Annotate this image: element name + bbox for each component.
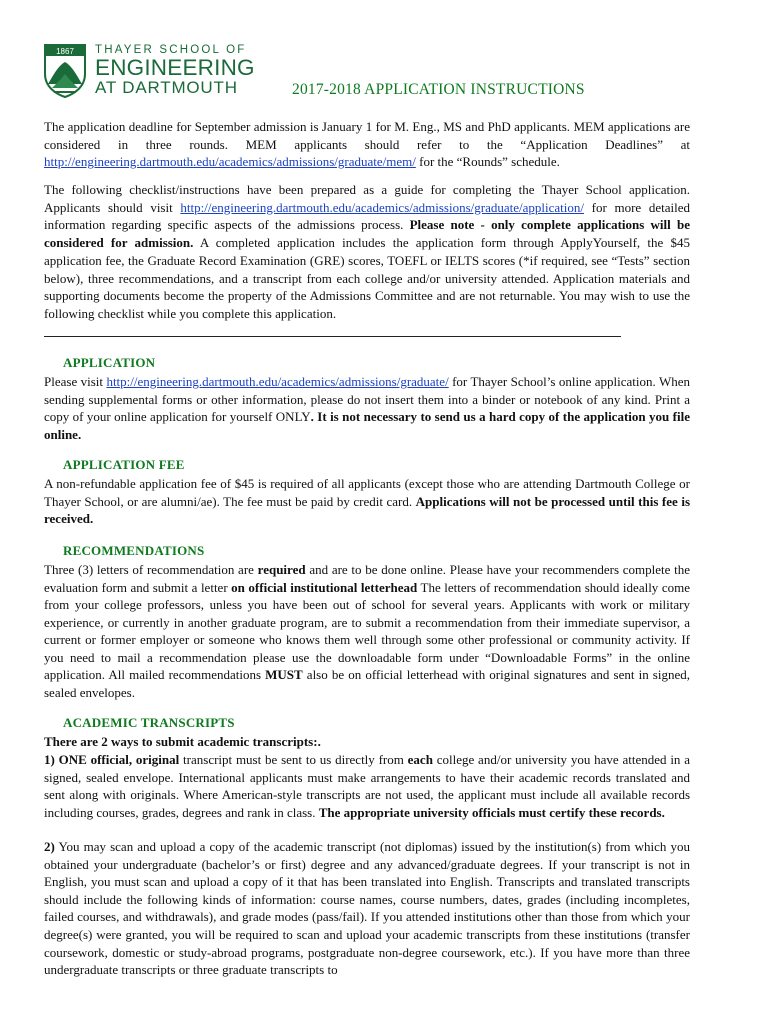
page-title: 2017-2018 APPLICATION INSTRUCTIONS <box>292 81 585 98</box>
transcripts-item-2 <box>44 838 690 979</box>
item-1-text-b: college and/or university you have attended in a signed, sealed envelope. International applicants must make arrangements to have their academic records translated and sent along with originals. Where American-style transcripts are not used, the applicant must include all available records including courses, grades, degrees and rank in class. <box>44 752 690 820</box>
intro-p1-text-a: The application deadline for September admission is January 1 for M. Eng., MS and PhD applicants. MEM applications are considered in three rounds. MEM applicants should refer to the “Application Deadlines” at <box>44 119 690 152</box>
application-info-link[interactable]: http://engineering.dartmouth.edu/academics/admissions/graduate/application/ <box>180 199 584 215</box>
transcripts-sub-text: There are 2 ways to submit academic transcripts:. <box>44 734 321 749</box>
transcripts-subheading <box>44 733 690 751</box>
intro-p2-text-a: The following checklist/instructions have been prepared as a guide for completing the Thayer School application. Applicants should visit <box>44 182 690 215</box>
logo-wordmark <box>95 44 255 97</box>
item-1-bold: ONE official, original <box>58 752 180 767</box>
intro-p2-bold: Please note - only complete applications will be considered for admission. <box>44 217 690 251</box>
fee-heading: APPLICATION FEE <box>63 457 185 472</box>
fee-paragraph <box>44 475 690 528</box>
rec-text-b: and are to be done online. Please have your recommenders complete the evaluation form and submit a letter <box>44 562 690 595</box>
logo-year: 1867 <box>56 47 74 56</box>
rec-text-d: also be on official letterhead with original signatures and sent in signed, sealed envelopes. <box>44 667 690 700</box>
transcripts-heading: ACADEMIC TRANSCRIPTS <box>63 715 235 730</box>
rec-text-c: The letters of recommendation should ideally come from your college professors, unless you have been out of school for several years. Applicants with work or military experience, or currently in another graduate program, are to submit a recommendation from their immediate supervisor, a current or former employer or someone who knows them well through some other professional or community activity. If you need to mail a recommendation please use the downloadable form under “Downloadable Forms” in the online application. All mailed recommendations <box>44 579 690 682</box>
logo-line-2: ENGINEERING <box>95 55 255 80</box>
item-1-bold-3: The appropriate university officials must certify these records. <box>318 804 665 820</box>
logo-line-1: THAYER SCHOOL OF <box>95 44 247 56</box>
item-2-text: You may scan and upload a copy of the academic transcript (not diplomas) issued by the institution(s) from which you obtained your undergraduate (bachelor’s or first) degree and any advanced/graduate degrees. If your transcript is not in English, you must scan and upload a copy of it that has been translated into English. Transcripts and translated transcripts should include the following kinds of information: course names, course numbers, dates, grades (including incompletes, failed courses, and withdrawals), and grade modes (pass/fail). If you attended institutions other than those from which your degree(s) were granted, you will be required to scan and upload your academic transcripts from these institutions (transfer coursework, domestic or study-abroad programs, postgraduate non-degree coursework, etc.). If you have more than three undergraduate transcripts or three graduate transcripts to <box>44 839 690 978</box>
fee-bold: Applications will not be processed until this fee is received. <box>44 493 690 527</box>
application-heading: APPLICATION <box>63 355 156 370</box>
rec-text-a: Three (3) letters of recommendation are <box>44 562 258 577</box>
online-application-link[interactable]: http://engineering.dartmouth.edu/academics/admissions/graduate/ <box>106 374 449 389</box>
application-text-a: Please visit <box>44 374 107 389</box>
recommendations-heading: RECOMMENDATIONS <box>63 543 205 558</box>
rec-bold-1: required <box>257 562 306 577</box>
fee-text: A non-refundable application fee of $45 is required of all applicants (except those who are attending Dartmouth College or Thayer School, or are alumni/ae). The fee must be paid by credit card. <box>44 476 690 509</box>
transcripts-item-1 <box>44 751 690 821</box>
thayer-logo <box>44 44 274 100</box>
intro-p2-text-b: for more detailed information regarding specific aspects of the admissions process. <box>44 199 691 233</box>
shield-icon <box>44 44 86 98</box>
recommendations-paragraph <box>44 561 690 701</box>
intro-paragraph-1 <box>44 118 690 171</box>
intro-p2-text-c: A completed application includes the application form through ApplyYourself, the $45 application fee, the Graduate Record Examination (GRE) scores, TOEFL or IELTS scores (*if required, see “Tests” section below), three recommendations, and a transcript from each college and/or university attended. Application materials and supporting documents become the property of the Admissions Committee and are not returnable. You may wish to use the following checklist while you complete this application. <box>44 235 690 321</box>
intro-p1-text-b: for the “Rounds” schedule. <box>415 154 560 170</box>
item-1-bold-2: each <box>407 752 433 767</box>
application-text-b: for Thayer School’s online application. When sending supplemental forms or other information, please do not insert them into a binder or notebook of any kind. Print a copy of your online application for yourself ONLY <box>44 374 690 425</box>
rec-bold-3: MUST <box>265 667 303 682</box>
application-paragraph <box>44 373 690 444</box>
item-1-text-a: transcript must be sent to us directly from <box>179 752 408 767</box>
section-divider <box>44 336 621 337</box>
application-bold: . It is not necessary to send us a hard copy of the application you file online. <box>44 409 690 443</box>
rec-bold-2: on official institutional letterhead <box>231 579 418 595</box>
item-1-number: 1) <box>44 752 55 767</box>
item-2-number: 2) <box>44 839 55 854</box>
intro-paragraph-2 <box>44 181 690 323</box>
logo-line-3: AT DARTMOUTH <box>95 78 238 97</box>
mem-deadlines-link[interactable]: http://engineering.dartmouth.edu/academics/admissions/graduate/mem/ <box>44 154 416 170</box>
